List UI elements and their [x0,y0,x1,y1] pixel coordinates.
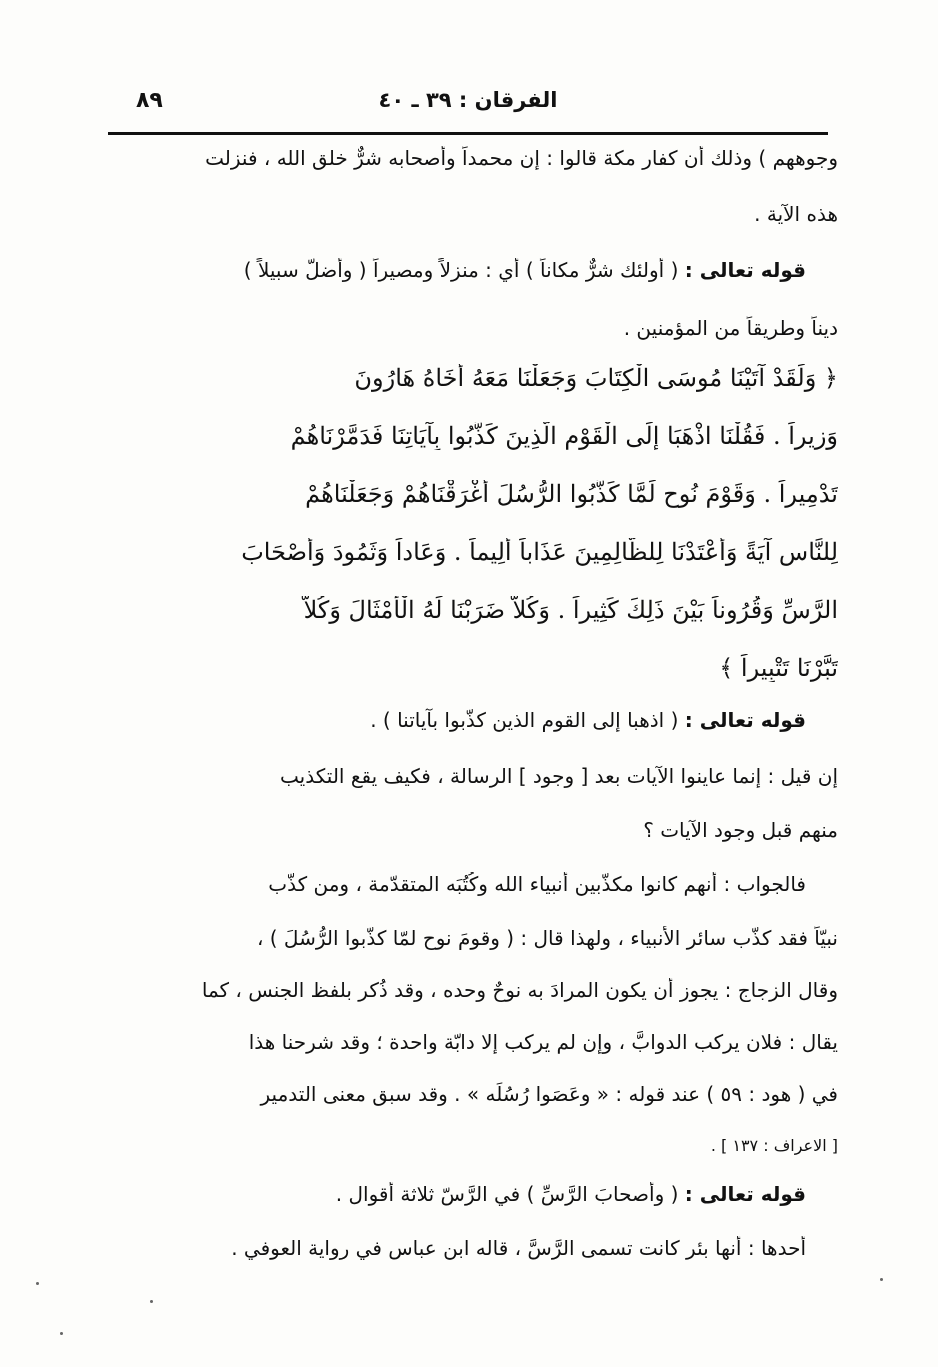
scan-speck [150,1300,153,1303]
line-text: لِلنَّاسِ آيَةً وَأَعْتَدْنَا لِلظَّالِمِينَ عَذَاباً أَلِيماً . وَعَاداً وَثَمُودَ وَأَصْحَابَ [241,538,838,566]
header-rule [108,132,828,135]
text-line [100,926,838,950]
lemma-label: قوله تعالى : [684,258,806,282]
line-text: ( وأصحابَ الرَّسِّ ) في الرَّسّ ثلاثة أقوال . [335,1182,685,1206]
line-text: تَبَّرْنَا تَتْبِيراً ﴾ [719,654,838,682]
text-line [100,146,838,170]
line-text: ديناً وطريقاً من المؤمنين . [623,316,838,340]
lemma-label: قوله تعالى : [684,708,806,732]
text-line [68,258,838,282]
running-title: الفرقان : ٣٩ ـ ٤٠ [378,88,558,112]
text-line [68,1182,838,1206]
line-text: تَدْمِيراً . وَقَوْمَ نُوحٍ لَمَّا كَذَّبُوا الرُّسُلَ أَغْرَقْنَاهُمْ وَجَعَلْنَاهُمْ [305,480,838,508]
quran-verse-line [100,480,838,508]
text-line [100,818,838,842]
line-text: نبيّاً فقد كذّب سائر الأنبياء ، ولهذا قال : ( وقومَ نوحٍ لمّا كذّبوا الرُّسُلَ ) ، [256,926,838,950]
line-text: وَزِيراً . فَقُلْنَا اذْهَبَا إِلَى الْقَوْمِ الَّذِينَ كَذَّبُوا بِآيَاتِنَا فَدَمَّرْنَاهُمْ [290,422,838,450]
text-line [100,978,838,1002]
quran-verse-line [100,364,838,392]
text-line [100,202,838,226]
line-text: ( أولئك شرٌّ مكاناً ) أي : منزلاً ومصيراً ( وأضلّ سبيلاً ) [243,258,685,282]
line-text: الرَّسِّ وَقُرُوناً بَيْنَ ذَلِكَ كَثِيراً . وَكُلاًّ ضَرَبْنَا لَهُ الْأَمْثَالَ وَكُلاًّ [303,596,838,624]
page-number: ٨٩ [136,88,163,113]
line-text: منهم قبل وجود الآيات ؟ [643,818,838,842]
scan-speck [880,1278,883,1281]
scan-speck [60,1332,63,1335]
scan-speck [36,1282,39,1285]
text-line [68,1236,838,1260]
text-line [100,316,838,340]
quran-verse-line [100,422,838,450]
line-text: يقال : فلان يركب الدوابَّ ، وإن لم يركب إلا دابّة واحدة ؛ وقد شرحنا هذا [248,1030,838,1054]
line-text: ( اذهبا إلى القوم الذين كذّبوا بآياتنا ) . [370,708,685,732]
quran-verse-line [100,538,838,566]
line-text: فالجواب : أنهم كانوا مكذّبين أنبياء الله وكُتُبَه المتقدّمة ، ومن كذّب [268,872,806,896]
line-text: هذه الآية . [754,202,838,226]
line-text: ﴿ وَلَقَدْ آتَيْنَا مُوسَى الْكِتَابَ وَجَعَلْنَا مَعَهُ أَخَاهُ هَارُونَ [354,364,838,392]
page-header [108,84,828,124]
line-text: أحدها : أنها بئر كانت تسمى الرَّسَّ ، قاله ابن عباس في رواية العوفي . [231,1236,806,1260]
quran-verse-line [100,654,838,682]
reference-line [100,1132,838,1156]
citation: [ الاعراف : ١٣٧ ] . [710,1136,838,1155]
quran-verse-line [100,596,838,624]
text-line [100,1030,838,1054]
line-text: وقال الزجاج : يجوز أن يكون المرادَ به نوحٌ وحده ، وقد ذُكر بلفظ الجنس ، كما [201,978,838,1002]
text-line [68,872,838,896]
lemma-label: قوله تعالى : [684,1182,806,1206]
line-text: وجوههم ) وذلك أن كفار مكة قالوا : إن محمداً وأصحابه شرٌّ خلق الله ، فنزلت [205,146,838,170]
text-line [68,708,838,732]
text-line [100,764,838,788]
line-text: إن قيل : إنما عاينوا الآيات بعد [ وجود ] الرسالة ، فكيف يقع التكذيب [280,764,838,788]
text-line [100,1082,838,1106]
line-text: في ( هود : ٥٩ ) عند قوله : « وعَصَوا رُسُلَه » . وقد سبق معنى التدمير [260,1082,838,1106]
